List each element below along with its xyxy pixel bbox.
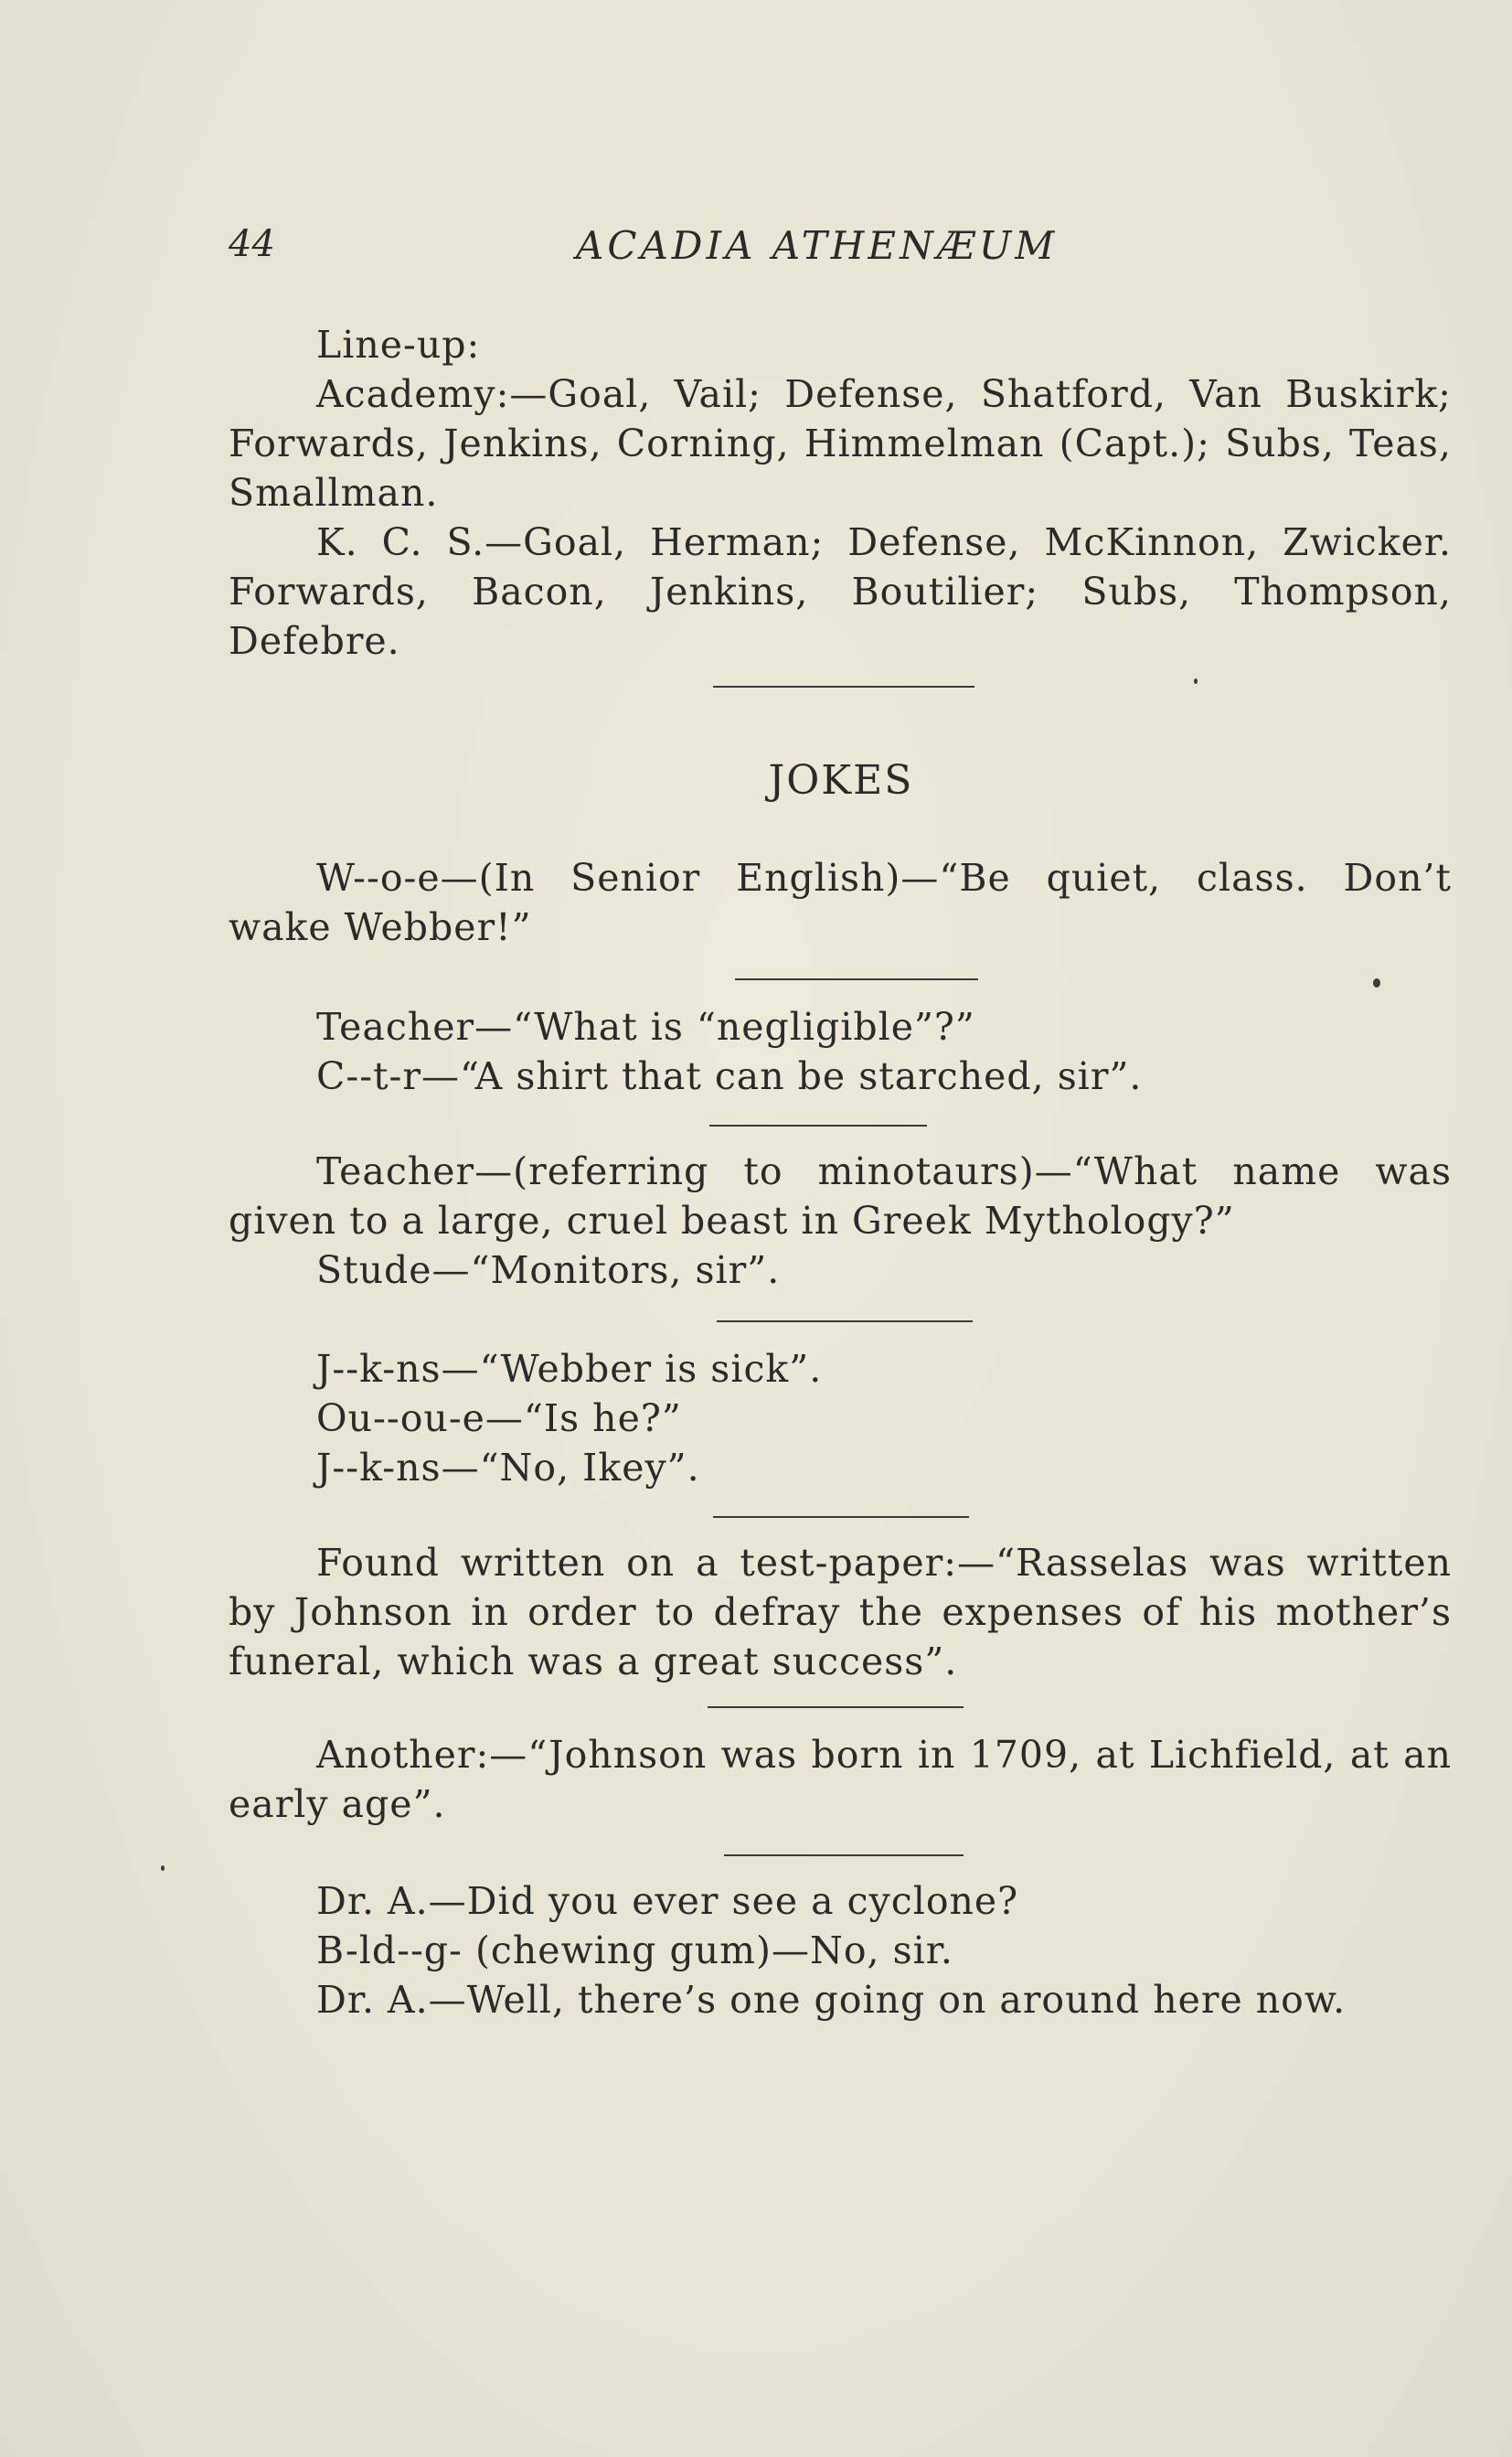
joke-text: Another:—“Johnson was born in 1709, at Lichfield, at an early age”.	[229, 1733, 1452, 1826]
joke-line: Teacher—“What is “negligible”?”	[316, 1005, 975, 1049]
lineup-heading: Line-up:	[316, 323, 481, 367]
kcs-lineup: K. C. S.—Goal, Herman; Defense, McKinnon, Zwicker. Forwards, Bacon, Jenkins, Boutilier; Subs, Thompson, Defebre.	[229, 520, 1452, 663]
divider-rule	[724, 1854, 964, 1856]
divider-rule	[735, 978, 978, 980]
divider-rule	[717, 1320, 973, 1322]
joke-5	[229, 1538, 1452, 1686]
joke-line: Stude—“Monitors, sir”.	[316, 1248, 781, 1292]
lineup-section	[229, 320, 1452, 666]
joke-7	[229, 1876, 1452, 2024]
ink-speck	[1373, 978, 1380, 988]
joke-line: C--t-r—“A shirt that can be starched, sir”.	[316, 1054, 1143, 1098]
joke-6	[229, 1730, 1452, 1829]
divider-rule	[708, 1706, 964, 1708]
page-header	[229, 223, 1453, 278]
joke-line: Ou--ou-e—“Is he?”	[316, 1396, 682, 1440]
joke-2	[229, 1002, 1452, 1101]
ink-speck	[1194, 678, 1198, 684]
divider-rule	[709, 1125, 927, 1127]
joke-3	[229, 1147, 1452, 1295]
running-title: ACADIA ATHENÆUM	[576, 223, 1059, 268]
divider-rule	[713, 1516, 969, 1518]
joke-1	[229, 853, 1452, 952]
divider-rule	[713, 686, 974, 688]
page-number: 44	[229, 223, 275, 265]
joke-text: Found written on a test-paper:—“Rasselas was written by Johnson in order to defray the expenses of his mother’s funeral, which was a great success”.	[229, 1541, 1452, 1683]
ink-speck	[161, 1865, 165, 1871]
joke-text: Teacher—(referring to minotaurs)—“What name was given to a large, cruel beast in Greek Mythology?”	[229, 1149, 1452, 1243]
joke-text: W--o-e—(In Senior English)—“Be quiet, class. Don’t wake Webber!”	[229, 856, 1452, 949]
jokes-title: JOKES	[768, 757, 914, 804]
joke-line: B-ld--g- (chewing gum)—No, sir.	[316, 1928, 953, 1972]
joke-line: Dr. A.—Did you ever see a cyclone?	[316, 1879, 1019, 1923]
joke-line: J--k-ns—“Webber is sick”.	[316, 1347, 823, 1391]
academy-lineup: Academy:—Goal, Vail; Defense, Shatford, Van Buskirk; Forwards, Jenkins, Corning, Himmelman (Capt.); Subs, Teas, Smallman.	[229, 372, 1452, 515]
joke-line: Dr. A.—Well, there’s one going on around here now.	[316, 1978, 1347, 2022]
joke-line: J--k-ns—“No, Ikey”.	[316, 1446, 700, 1490]
joke-4	[229, 1344, 1452, 1492]
